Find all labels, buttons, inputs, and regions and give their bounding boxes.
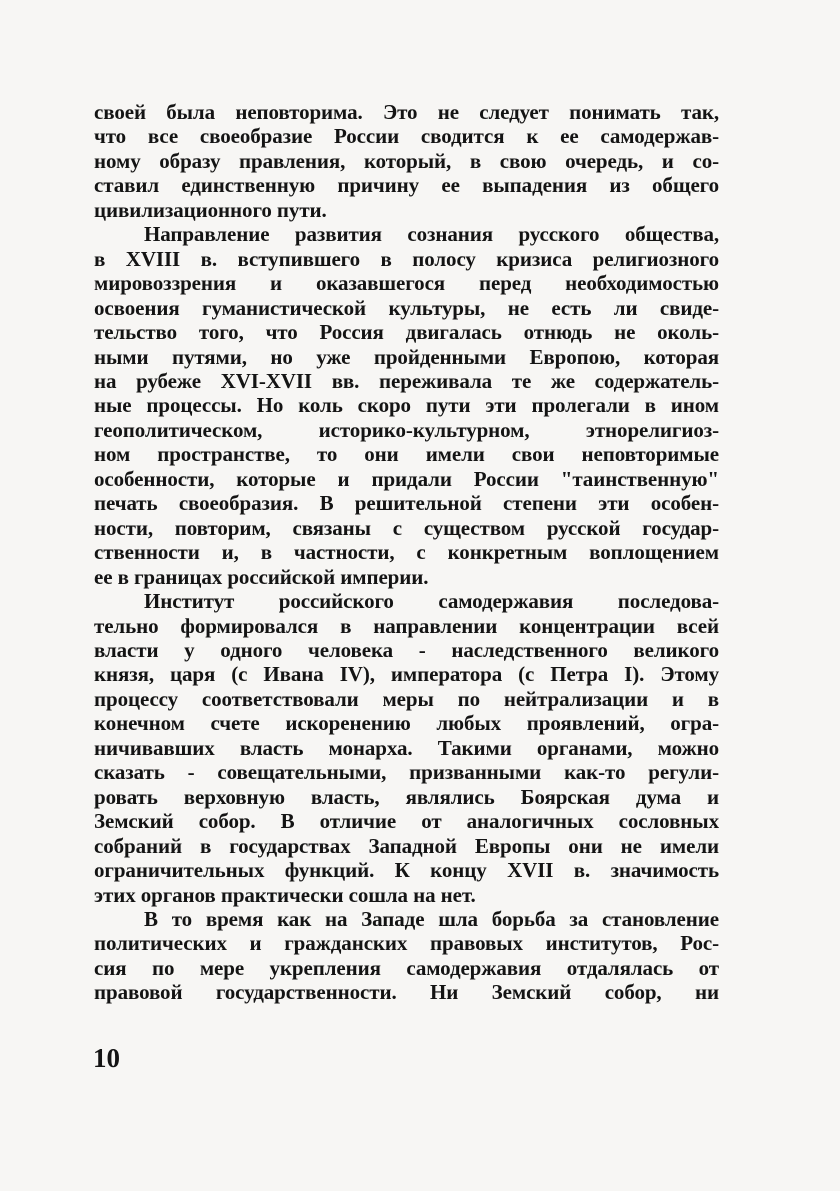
text-line: Направление развития сознания русского общества, (144, 222, 719, 247)
text-line: ставил единственную причину ее выпадения из общего (94, 173, 719, 198)
paragraph (94, 222, 719, 589)
text-line: ственности и, в частности, с конкретным воплощением (94, 540, 719, 565)
text-line: политических и гражданских правовых институтов, Рос- (94, 931, 719, 956)
text-line: цивилизационного пути. (94, 197, 327, 222)
text-line: особенности, которые и придали России "таинственную" (94, 466, 719, 491)
text-line: в XVIII в. вступившего в полосу кризиса религиозного (94, 246, 719, 271)
text-line: ограничительных функций. К концу XVII в. значимость (94, 858, 719, 883)
paragraph (94, 907, 719, 1005)
text-line: ными путями, но уже пройденными Европою, которая (94, 344, 719, 369)
text-line: князя, царя (с Ивана IV), императора (с Петра I). Этому (94, 662, 719, 687)
text-line: мировоззрения и оказавшегося перед необходимостью (94, 271, 719, 296)
text-line: печать своеобразия. В решительной степени эти особен- (94, 491, 719, 516)
text-line: собраний в государствах Западной Европы они не имели (94, 833, 719, 858)
text-line: геополитическом, историко-культурном, этнорелигиоз- (94, 417, 719, 442)
text-line: на рубеже XVI-XVII вв. переживала те же содержатель- (94, 368, 719, 393)
paragraph (94, 589, 719, 907)
text-line: власти у одного человека - наследственного великого (94, 637, 719, 662)
text-line: сия по мере укрепления самодержавия отдалялась от (94, 955, 719, 980)
text-line: этих органов практически сошла на нет. (94, 882, 476, 907)
text-line: освоения гуманистической культуры, не есть ли свиде- (94, 295, 719, 320)
text-line: что все своеобразие России сводится к ее самодержав- (94, 124, 719, 149)
text-line: тельно формировался в направлении концентрации всей (94, 613, 719, 638)
text-line: ровать верховную власть, являлись Боярская дума и (94, 784, 719, 809)
text-line: своей была неповторима. Это не следует понимать так, (94, 100, 719, 124)
paragraph (94, 100, 719, 222)
text-line: правовой государственности. Ни Земский собор, ни (94, 980, 719, 1005)
body-text (94, 100, 719, 1005)
text-line: Институт российского самодержавия последова- (144, 589, 719, 614)
page-number: 10 (93, 1043, 120, 1073)
text-line: сказать - совещательными, призванными как-то регули- (94, 760, 719, 785)
text-line: ности, повторим, связаны с существом русской государ- (94, 515, 719, 540)
text-line: ее в границах российской империи. (94, 564, 429, 589)
text-line: ничивавших власть монарха. Такими органами, можно (94, 735, 719, 760)
text-line: процессу соответствовали меры по нейтрализации и в (94, 686, 719, 711)
text-line: Земский собор. В отличие от аналогичных сословных (94, 809, 719, 834)
text-line: тельство того, что Россия двигалась отнюдь не околь- (94, 320, 719, 345)
text-line: В то время как на Западе шла борьба за становление (144, 906, 719, 931)
text-line: ному образу правления, который, в свою очередь, и со- (94, 148, 719, 173)
text-line: ные процессы. Но коль скоро пути эти пролегали в ином (94, 393, 719, 418)
text-line: конечном счете искоренению любых проявлений, огра- (94, 711, 719, 736)
text-line: ном пространстве, то они имели свои неповторимые (94, 442, 719, 467)
